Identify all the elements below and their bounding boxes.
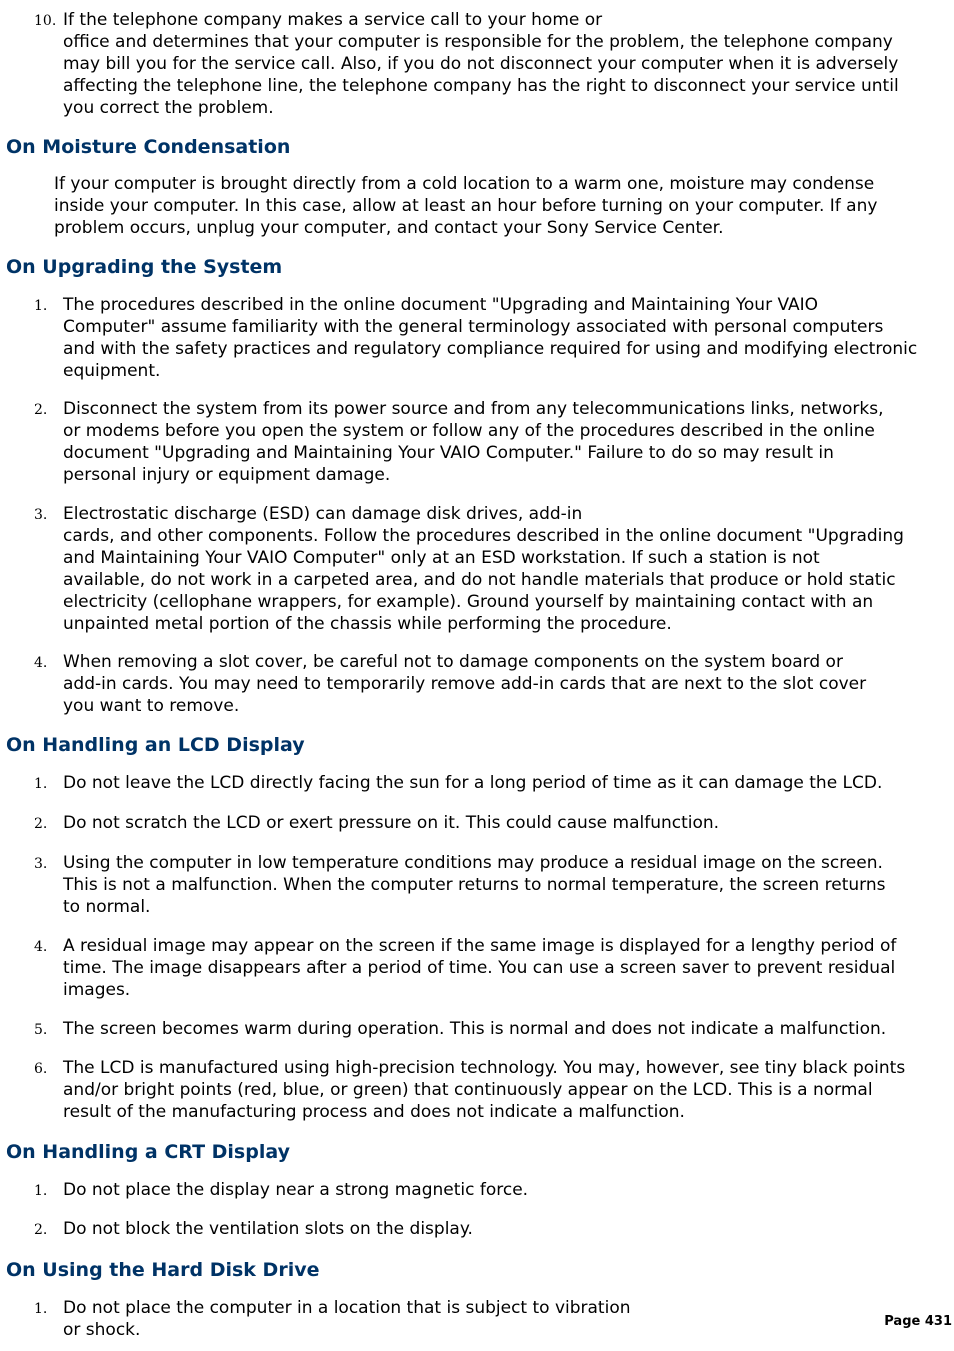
- text-line: equipment.: [63, 361, 161, 381]
- list-number: 4.: [34, 655, 48, 671]
- list-number: 3.: [34, 507, 48, 523]
- list-item-lcd-3: [34, 852, 953, 918]
- text-line: unpainted metal portion of the chassis while performing the procedure.: [63, 614, 672, 634]
- text-line: If your computer is brought directly from a cold location to a warm one, moisture may condense: [54, 174, 875, 194]
- list-number: 6.: [34, 1061, 48, 1077]
- text-line: cards, and other components. Follow the procedures described in the online document "Upgrading: [63, 526, 904, 546]
- list-item-telephone-10: [34, 9, 953, 119]
- section-heading-lcd: On Handling an LCD Display: [6, 734, 305, 756]
- list-item-lcd-5: [34, 1018, 953, 1040]
- text-line: Using the computer in low temperature conditions may produce a residual image on the screen.: [63, 853, 883, 873]
- list-item-lcd-2: [34, 812, 953, 834]
- list-number: 3.: [34, 856, 48, 872]
- text-line: result of the manufacturing process and does not indicate a malfunction.: [63, 1102, 685, 1122]
- section-heading-upgrading: On Upgrading the System: [6, 256, 283, 278]
- text-line: electricity (cellophane wrappers, for example). Ground yourself by maintaining contact with an: [63, 592, 874, 612]
- text-line: Do not scratch the LCD or exert pressure on it. This could cause malfunction.: [63, 813, 720, 833]
- text-line: personal injury or equipment damage.: [63, 465, 391, 485]
- list-item-upgrading-3: [34, 503, 953, 635]
- list-number: 5.: [34, 1022, 48, 1038]
- list-number: 2.: [34, 816, 48, 832]
- text-line: and/or bright points (red, blue, or green) that continuously appear on the LCD. This is a normal: [63, 1080, 873, 1100]
- list-number: 10.: [34, 13, 57, 29]
- list-number: 2.: [34, 402, 48, 418]
- page-number: Page 431: [884, 1314, 952, 1329]
- text-line: Disconnect the system from its power source and from any telecommunications links, networks,: [63, 399, 884, 419]
- text-line: images.: [63, 980, 131, 1000]
- text-line: add-in cards. You may need to temporarily remove add-in cards that are next to the slot cover: [63, 674, 867, 694]
- text-line: Do not leave the LCD directly facing the sun for a long period of time as it can damage the LCD.: [63, 773, 883, 793]
- list-item-lcd-1: [34, 772, 953, 794]
- text-line: This is not a malfunction. When the computer returns to normal temperature, the screen returns: [63, 875, 886, 895]
- text-line: Do not block the ventilation slots on the display.: [63, 1219, 473, 1239]
- section-heading-hdd: On Using the Hard Disk Drive: [6, 1259, 320, 1281]
- text-line: office and determines that your computer is responsible for the problem, the telephone company: [63, 32, 893, 52]
- list-item-lcd-4: [34, 935, 953, 1001]
- section-heading-crt: On Handling a CRT Display: [6, 1141, 290, 1163]
- list-number: 2.: [34, 1222, 48, 1238]
- list-item-upgrading-2: [34, 398, 953, 486]
- list-number: 1.: [34, 1301, 48, 1317]
- list-number: 1.: [34, 1183, 48, 1199]
- text-line: document "Upgrading and Maintaining Your VAIO Computer." Failure to do so may result in: [63, 443, 834, 463]
- text-line: Do not place the display near a strong magnetic force.: [63, 1180, 529, 1200]
- text-line: The LCD is manufactured using high-precision technology. You may, however, see tiny black points: [63, 1058, 906, 1078]
- list-item-upgrading-4: [34, 651, 953, 717]
- text-line: affecting the telephone line, the telephone company has the right to disconnect your service until: [63, 76, 899, 96]
- text-line: you want to remove.: [63, 696, 240, 716]
- text-line: A residual image may appear on the screen if the same image is displayed for a lengthy period of: [63, 936, 897, 956]
- text-line: The screen becomes warm during operation. This is normal and does not indicate a malfunction.: [63, 1019, 887, 1039]
- list-item-crt-1: [34, 1179, 953, 1201]
- list-item-lcd-6: [34, 1057, 953, 1123]
- text-line: Computer" assume familiarity with the general terminology associated with personal computers: [63, 317, 884, 337]
- list-number: 1.: [34, 298, 48, 314]
- text-line: may bill you for the service call. Also, if you do not disconnect your computer when it is adversely: [63, 54, 899, 74]
- list-item-upgrading-1: [34, 294, 953, 382]
- text-line: Do not place the computer in a location that is subject to vibration: [63, 1298, 631, 1318]
- text-line: problem occurs, unplug your computer, and contact your Sony Service Center.: [54, 218, 724, 238]
- section-heading-moisture: On Moisture Condensation: [6, 136, 291, 158]
- text-line: and with the safety practices and regulatory compliance required for using and modifying electronic: [63, 339, 918, 359]
- list-number: 4.: [34, 939, 48, 955]
- text-line: time. The image disappears after a period of time. You can use a screen saver to prevent residual: [63, 958, 896, 978]
- text-line: If the telephone company makes a service call to your home or: [63, 10, 603, 30]
- text-line: to normal.: [63, 897, 151, 917]
- list-item-hdd-1: [34, 1297, 953, 1341]
- text-line: you correct the problem.: [63, 98, 274, 118]
- text-line: When removing a slot cover, be careful not to damage components on the system board or: [63, 652, 843, 672]
- list-item-crt-2: [34, 1218, 953, 1240]
- text-line: available, do not work in a carpeted area, and do not handle materials that produce or hold static: [63, 570, 896, 590]
- list-number: 1.: [34, 776, 48, 792]
- text-line: Electrostatic discharge (ESD) can damage disk drives, add-in: [63, 504, 583, 524]
- text-line: or shock.: [63, 1320, 141, 1340]
- text-line: The procedures described in the online document "Upgrading and Maintaining Your VAIO: [63, 295, 819, 315]
- paragraph-moisture: [54, 173, 944, 239]
- text-line: and Maintaining Your VAIO Computer" only at an ESD workstation. If such a station is not: [63, 548, 820, 568]
- text-line: or modems before you open the system or follow any of the procedures described in the online: [63, 421, 875, 441]
- text-line: inside your computer. In this case, allow at least an hour before turning on your computer. If any: [54, 196, 878, 216]
